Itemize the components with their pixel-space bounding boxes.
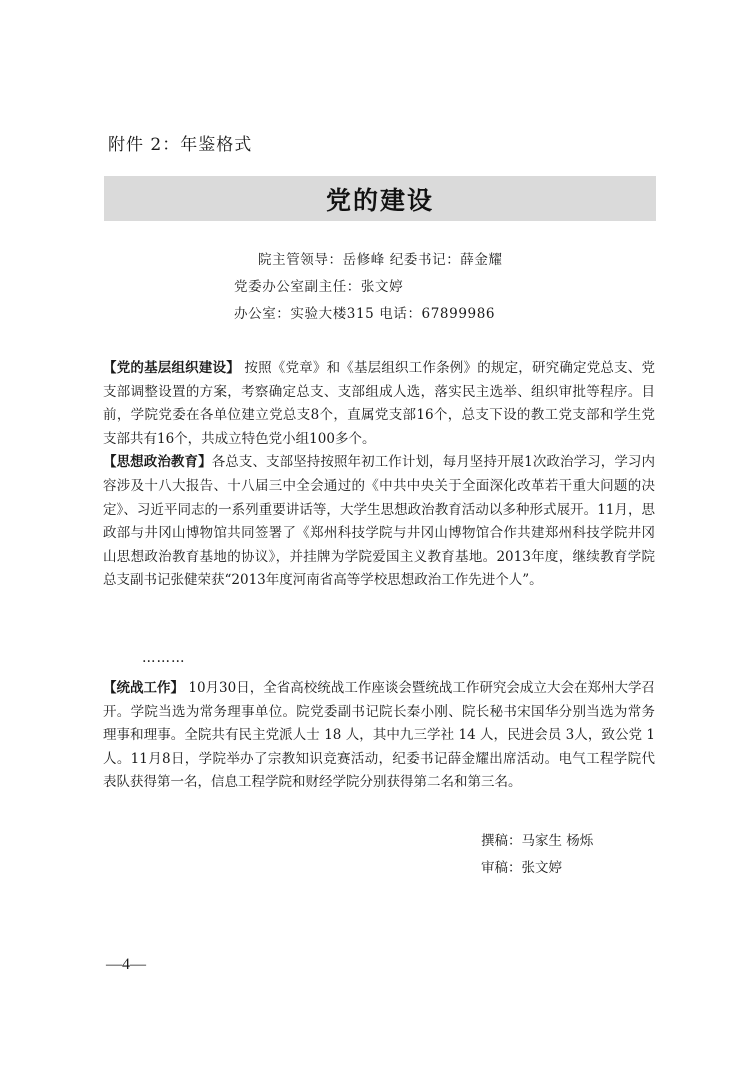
section-title-band <box>104 176 656 221</box>
leaders-line-2: 党委办公室副主任：张文婷 <box>234 279 404 295</box>
body-text-upper <box>103 357 655 593</box>
heading-united-front: 【统战工作】 <box>103 680 185 696</box>
attachment-label: 附件 2：年鉴格式 <box>108 135 253 155</box>
page-number: —4— <box>106 956 146 973</box>
heading-ideological-education: 【思想政治教育】 <box>103 454 212 471</box>
credits-block <box>481 828 593 882</box>
heading-party-organization: 【党的基层组织建设】 <box>103 360 240 376</box>
credits-writers: 撰稿：马家生 杨烁 <box>481 833 594 849</box>
credits-reviewer: 审稿：张文婷 <box>481 860 562 876</box>
leaders-line-1: 院主管领导：岳修峰 纪委书记：薛金耀 <box>258 252 503 268</box>
text-party-organization: 按照《党章》和《基层组织工作条例》的规定，研究确定党总支、党支部调整设置的方案，考察确定总支、支部组成人选，落实民主选举、组织审批等程序。目前，学院党委在各单位建立党总支8个，直属党支部16个，总支下设的教工党支部和学生党支部共有16个，共成立特色党小组100多个。 <box>103 360 656 447</box>
ellipsis: ……… <box>142 650 186 666</box>
body-text-lower <box>103 677 655 795</box>
paragraph-party-organization <box>103 357 655 451</box>
text-united-front: 10月30日，全省高校统战工作座谈会暨统战工作研究会成立大会在郑州大学召开。学院当选为常务理事单位。院党委副书记院长秦小刚、院长秘书宋国华分别当选为常务理事和理事。全院共有民主党派人士 18 人，其中九三学社 14 人，民进会员 3人，致公党 1人。11月8日，学院举办了宗教知识竞赛活动，纪委书记薛金耀出席活动。电气工程学院代表队获得第一名，信息工程学院和财经学院分别获得第二名和第三名。 <box>103 680 656 791</box>
section-title: 党的建设 <box>325 185 434 215</box>
leaders-line-3: 办公室：实验大楼315 电话：67899986 <box>234 306 496 322</box>
text-ideological-education: 各总支、支部坚持按照年初工作计划，每月坚持开展1次政治学习，学习内容涉及十八大报告、十八届三中全会通过的《中共中央关于全面深化改革若干重大问题的决定》、习近平同志的一系列重要讲话等，大学生思想政治教育活动以多种形式展开。11月，思政部与井冈山博物馆共同签署了《郑州科技学院与井冈山博物馆合作共建郑州科技学院井冈山思想政治教育基地的协议》，并挂牌为学院爱国主义教育基地。2013年度，继续教育学院总支副书记张健荣获“2013年度河南省高等学校思想政治工作先进个人”。 <box>103 454 656 589</box>
paragraph-united-front <box>103 677 655 795</box>
paragraph-ideological-education <box>103 451 655 593</box>
